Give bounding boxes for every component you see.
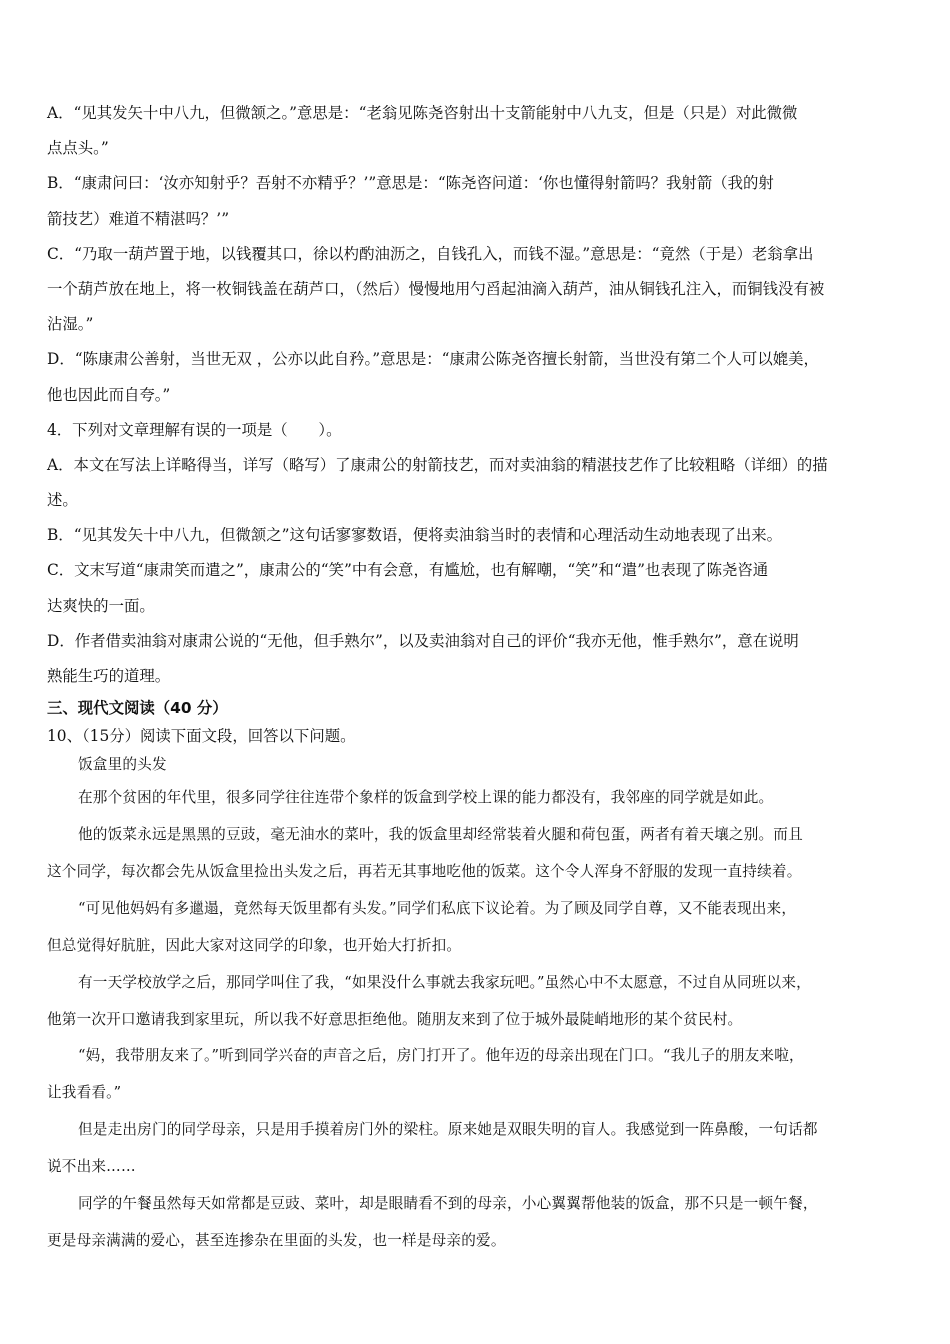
text-line: C．“乃取一葫芦置于地，以钱覆其口，徐以杓酌油沥之，自钱孔入，而钱不湿。”意思是：“竟然（于是）老翁拿出 [47,244,814,263]
passage-paragraph [47,1038,913,1112]
passage-paragraph [47,817,913,891]
q4-option-a [47,448,913,518]
text-line: D．“陈康肃公善射，当世无双 ，公亦以此自矜。”意思是：“康肃公陈尧咨擅长射箭，当世没有第二个人可以媲美， [47,350,819,369]
text-line: 说不出来…… [47,1158,136,1176]
passage-paragraph [47,891,913,965]
text-line: C．文末写道“康肃笑而遣之”，康肃公的“笑”中有会意，有尴尬，也有解嘲，“笑”和“遣”也表现了陈尧咨通 [47,561,769,580]
q3-option-a [47,96,913,166]
passage-paragraph [47,965,913,1039]
text-line: 让我看看。” [47,1084,122,1102]
passage-paragraph [47,1112,913,1186]
text-line: 他第一次开口邀请我到家里玩，所以我不好意思拒绝他。随朋友来到了位于城外最陡峭地形的某个贫民村。 [47,1010,743,1028]
text-line: 但总觉得好肮脏，因此大家对这同学的印象，也开始大打折扣。 [47,936,462,954]
question-stem: 4．下列对文章理解有误的一项是（ ）。 [47,420,342,439]
passage-title: 饭盒里的头发 [78,756,167,774]
reading-passage [47,750,913,1260]
text-line: 在那个贫困的年代里，很多同学往往连带个象样的饭盒到学校上课的能力都没有，我邻座的同学就是如此。 [78,789,774,807]
text-line: 箭技艺）难道不精湛吗？’” [47,209,230,228]
text-line: “可见他妈妈有多邋遢，竟然每天饭里都有头发。”同学们私底下议论着。为了顾及同学自尊，又不能表现出来， [78,899,797,917]
q3-option-b [47,166,913,236]
document-body [47,96,913,1260]
text-line: 沾湿。” [47,315,94,334]
question-10-stem: 10、（15分）阅读下面文段，回答以下问题。 [47,727,356,746]
q4-option-b [47,518,913,553]
text-line: 有一天学校放学之后，那同学叫住了我，“如果没什么事就去我家玩吧。”虽然心中不太愿意，不过自从同班以来， [78,973,811,991]
text-line: B．“康肃问曰：‘汝亦知射乎？吾射不亦精乎？’”意思是：“陈尧咨问道：‘你也懂得射箭吗？我射箭（我的射 [47,174,774,193]
q4-option-d [47,624,913,694]
question-4 [47,413,913,695]
section-heading: 三、现代文阅读（40 分） [47,699,228,718]
q3-option-c [47,237,913,343]
text-line: 熟能生巧的道理。 [47,667,171,685]
text-line: D．作者借卖油翁对康肃公说的“无他，但手熟尔”，以及卖油翁对自己的评价“我亦无他，惟手熟尔”，意在说明 [47,631,799,650]
text-line: 同学的午餐虽然每天如常都是豆豉、菜叶，却是眼睛看不到的母亲，小心翼翼帮他装的饭盒，那不只是一顿午餐， [78,1194,818,1212]
q3-option-d [47,342,913,412]
text-line: 达爽快的一面。 [47,596,155,615]
q4-option-c [47,553,913,623]
text-line: A．“见其发矢十中八九，但微颔之。”意思是：“老翁见陈尧咨射出十支箭能射中八九支，但是（只是）对此微微 [47,104,798,122]
passage-paragraph [47,780,913,817]
text-line: 一个葫芦放在地上，将一枚铜钱盖在葫芦口，（然后）慢慢地用勺舀起油滴入葫芦，油从铜钱孔注入，而铜钱没有被 [47,279,825,298]
text-line: 点点头。” [47,139,109,158]
passage-paragraph [47,1186,913,1260]
text-line: A．本文在写法上详略得当，详写（略写）了康肃公的射箭技艺，而对卖油翁的精湛技艺作了比较粗略（详细）的描 [47,455,828,474]
text-line: 述。 [47,491,78,510]
text-line: 他也因此而自夸。” [47,385,171,404]
text-line: B．“见其发矢十中八九，但微颔之”这句话寥寥数语，便将卖油翁当时的表情和心理活动生动地表现了出来。 [47,526,783,545]
text-line: “妈，我带朋友来了。”听到同学兴奋的声音之后，房门打开了。他年迈的母亲出现在门口。“我儿子的朋友来啦， [78,1047,804,1065]
text-line: 但是走出房门的同学母亲，只是用手摸着房门外的梁柱。原来她是双眼失明的盲人。我感觉到一阵鼻酸，一句话都 [78,1121,818,1139]
text-line: 他的饭菜永远是黑黑的豆豉，毫无油水的菜叶，我的饭盒里却经常装着火腿和荷包蛋，两者有着天壤之别。而且 [78,826,803,844]
text-line: 这个同学，每次都会先从饭盒里捡出头发之后，再若无其事地吃他的饭菜。这个令人浑身不舒服的发现一直持续着。 [47,862,802,880]
text-line: 更是母亲满满的爱心，甚至连掺杂在里面的头发，也一样是母亲的爱。 [47,1231,506,1249]
